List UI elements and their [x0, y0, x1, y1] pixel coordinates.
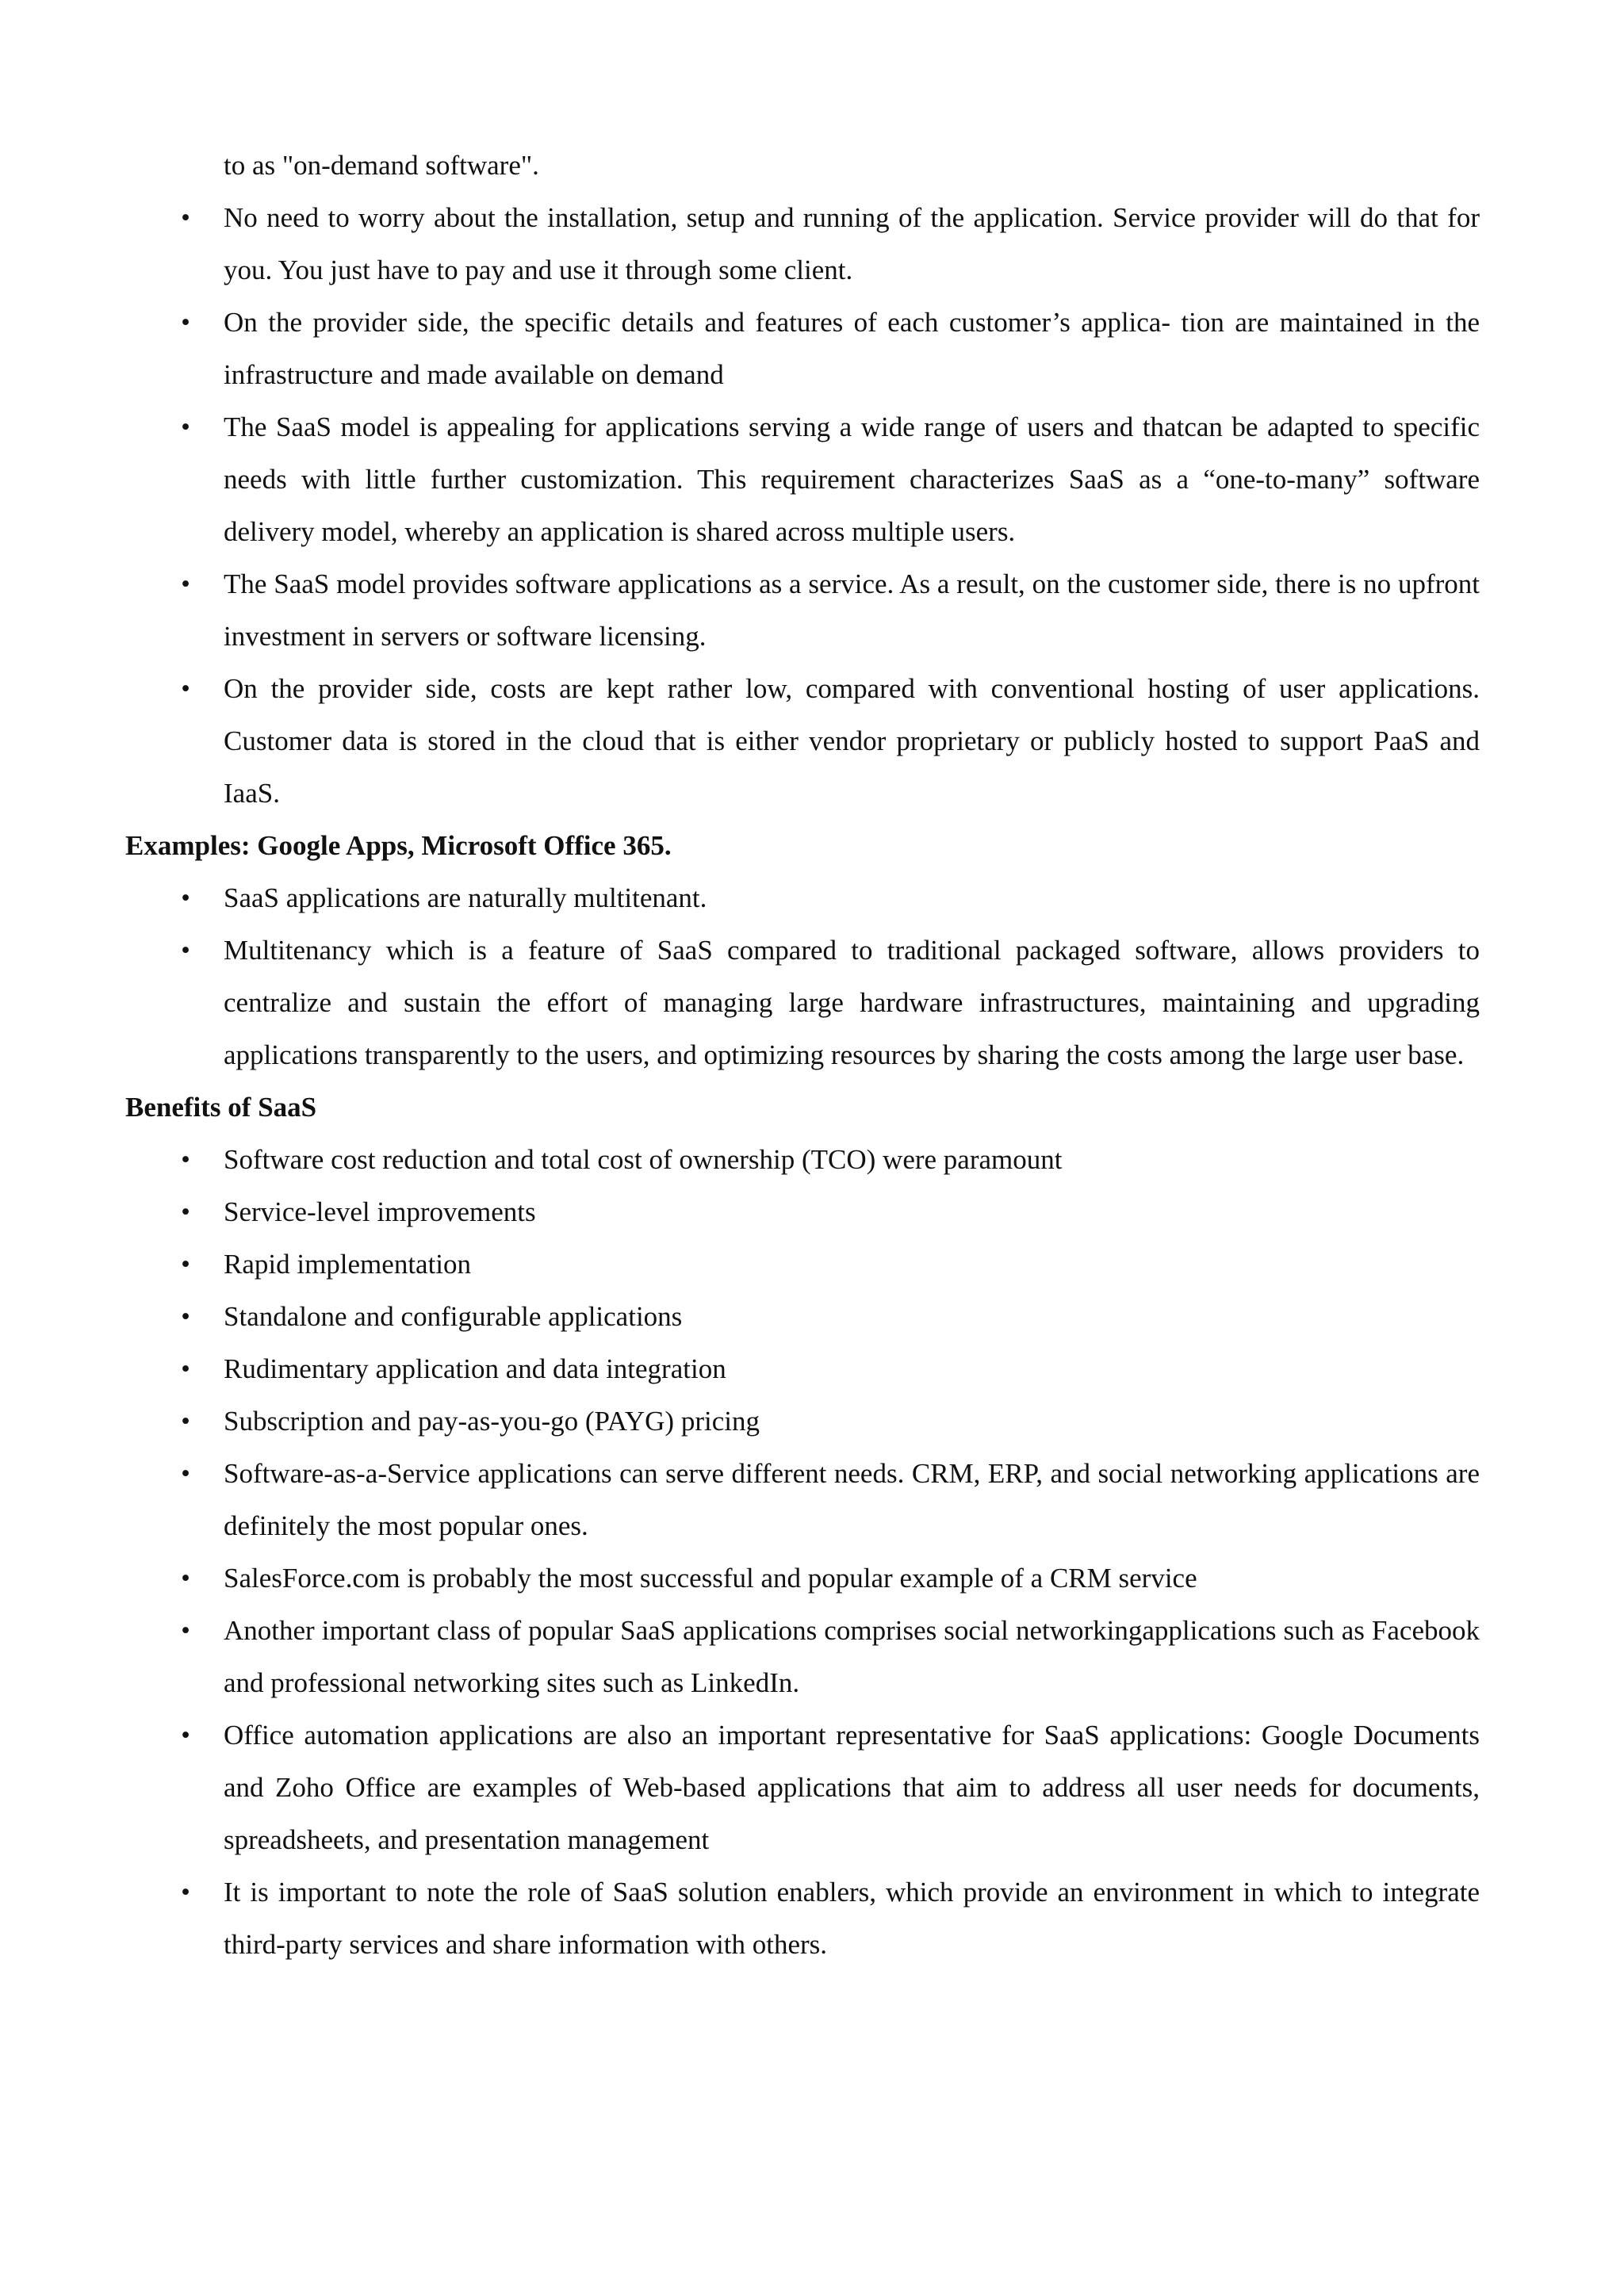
- bullet-icon: •: [181, 1721, 190, 1750]
- examples-heading: Examples: Google Apps, Microsoft Office 365.: [125, 830, 672, 861]
- list-item: [125, 1605, 1480, 1709]
- list-item: [125, 1238, 1480, 1291]
- list-item-text: Rudimentary application and data integration: [224, 1353, 726, 1384]
- bullet-icon: •: [181, 1460, 190, 1488]
- list-item-text: The SaaS model is appealing for applications serving a wide range of users and thatcan be adapted to specific needs with little further customization. This requirement characterizes SaaS as a “one-to-many” software delivery model, whereby an application is shared across multiple users.: [224, 411, 1480, 547]
- list-item-text: On the provider side, the specific details and features of each customer’s applica- tion are maintained in the infrastructure and made available on demand: [224, 307, 1480, 390]
- bullet-icon: •: [181, 884, 190, 913]
- list-item: [125, 1343, 1480, 1395]
- bullet-icon: •: [181, 413, 190, 442]
- list-item: [125, 1291, 1480, 1343]
- bullet-icon: •: [181, 570, 190, 599]
- list-item: [125, 663, 1480, 820]
- bullet-list-multitenancy: [125, 872, 1480, 1081]
- bullet-icon: •: [181, 1617, 190, 1645]
- list-item-text: Software-as-a-Service applications can serve different needs. CRM, ERP, and social networking applications are definitely the most popular ones.: [224, 1458, 1480, 1541]
- list-item: [125, 1186, 1480, 1238]
- bullet-icon: •: [181, 204, 190, 232]
- list-item-text: Service-level improvements: [224, 1196, 536, 1227]
- bullet-list-saas-features: [125, 192, 1480, 820]
- list-item: [125, 1134, 1480, 1186]
- bullet-icon: •: [181, 1878, 190, 1907]
- list-item: [125, 401, 1480, 558]
- bullet-icon: •: [181, 1564, 190, 1593]
- list-item: [125, 297, 1480, 401]
- bullet-icon: •: [181, 308, 190, 337]
- bullet-icon: •: [181, 1407, 190, 1436]
- list-item-text: It is important to note the role of SaaS solution enablers, which provide an environment in which to integrate third-party services and share information with others.: [224, 1877, 1480, 1960]
- list-item: [125, 1395, 1480, 1448]
- bullet-icon: •: [181, 1250, 190, 1279]
- bullet-icon: •: [181, 675, 190, 703]
- list-item: [125, 1552, 1480, 1605]
- list-item-text: No need to worry about the installation, setup and running of the application. Service provider will do that for you. You just have to pay and use it through some client.: [224, 202, 1480, 285]
- list-item-text: Rapid implementation: [224, 1249, 472, 1280]
- benefits-heading: Benefits of SaaS: [125, 1092, 317, 1123]
- page-content: [125, 140, 1480, 1971]
- list-item-text: Subscription and pay-as-you-go (PAYG) pricing: [224, 1406, 760, 1437]
- list-item-text: Another important class of popular SaaS applications comprises social networkingapplications such as Facebook and professional networking sites such as LinkedIn.: [224, 1615, 1480, 1698]
- list-item-text: Software cost reduction and total cost of ownership (TCO) were paramount: [224, 1144, 1063, 1175]
- list-item: [125, 192, 1480, 297]
- bullet-icon: •: [181, 1198, 190, 1226]
- list-item-text: SaaS applications are naturally multitenant.: [224, 882, 707, 913]
- list-item: [125, 1866, 1480, 1971]
- list-item: [125, 1709, 1480, 1866]
- bullet-list-benefits: [125, 1134, 1480, 1971]
- bullet-icon: •: [181, 1355, 190, 1383]
- list-item-text: The SaaS model provides software applications as a service. As a result, on the customer side, there is no upfront investment in servers or software licensing.: [224, 568, 1480, 652]
- list-item: [125, 558, 1480, 663]
- continuation-text: to as "on-demand software".: [224, 150, 539, 181]
- bullet-icon: •: [181, 1146, 190, 1174]
- list-item: [125, 1448, 1480, 1552]
- bullet-icon: •: [181, 936, 190, 965]
- list-item-text: Multitenancy which is a feature of SaaS compared to traditional packaged software, allows providers to centralize and sustain the effort of managing large hardware infrastructures, maintaining and upgrading applications transparently to the users, and optimizing resources by sharing the costs among the large user base.: [224, 935, 1480, 1070]
- list-item-text: Office automation applications are also an important representative for SaaS applications: Google Documents and Zoho Office are examples of Web-based applications that aim to address all user needs for documents, spreadsheets, and presentation management: [224, 1720, 1480, 1855]
- bullet-icon: •: [181, 1303, 190, 1331]
- list-item-text: SalesForce.com is probably the most successful and popular example of a CRM service: [224, 1563, 1197, 1594]
- list-item: [125, 924, 1480, 1081]
- list-item: [125, 872, 1480, 924]
- list-item-text: Standalone and configurable applications: [224, 1301, 683, 1332]
- list-item-text: On the provider side, costs are kept rather low, compared with conventional hosting of user applications. Customer data is stored in the cloud that is either vendor proprietary or publicly hosted to support PaaS and IaaS.: [224, 673, 1480, 809]
